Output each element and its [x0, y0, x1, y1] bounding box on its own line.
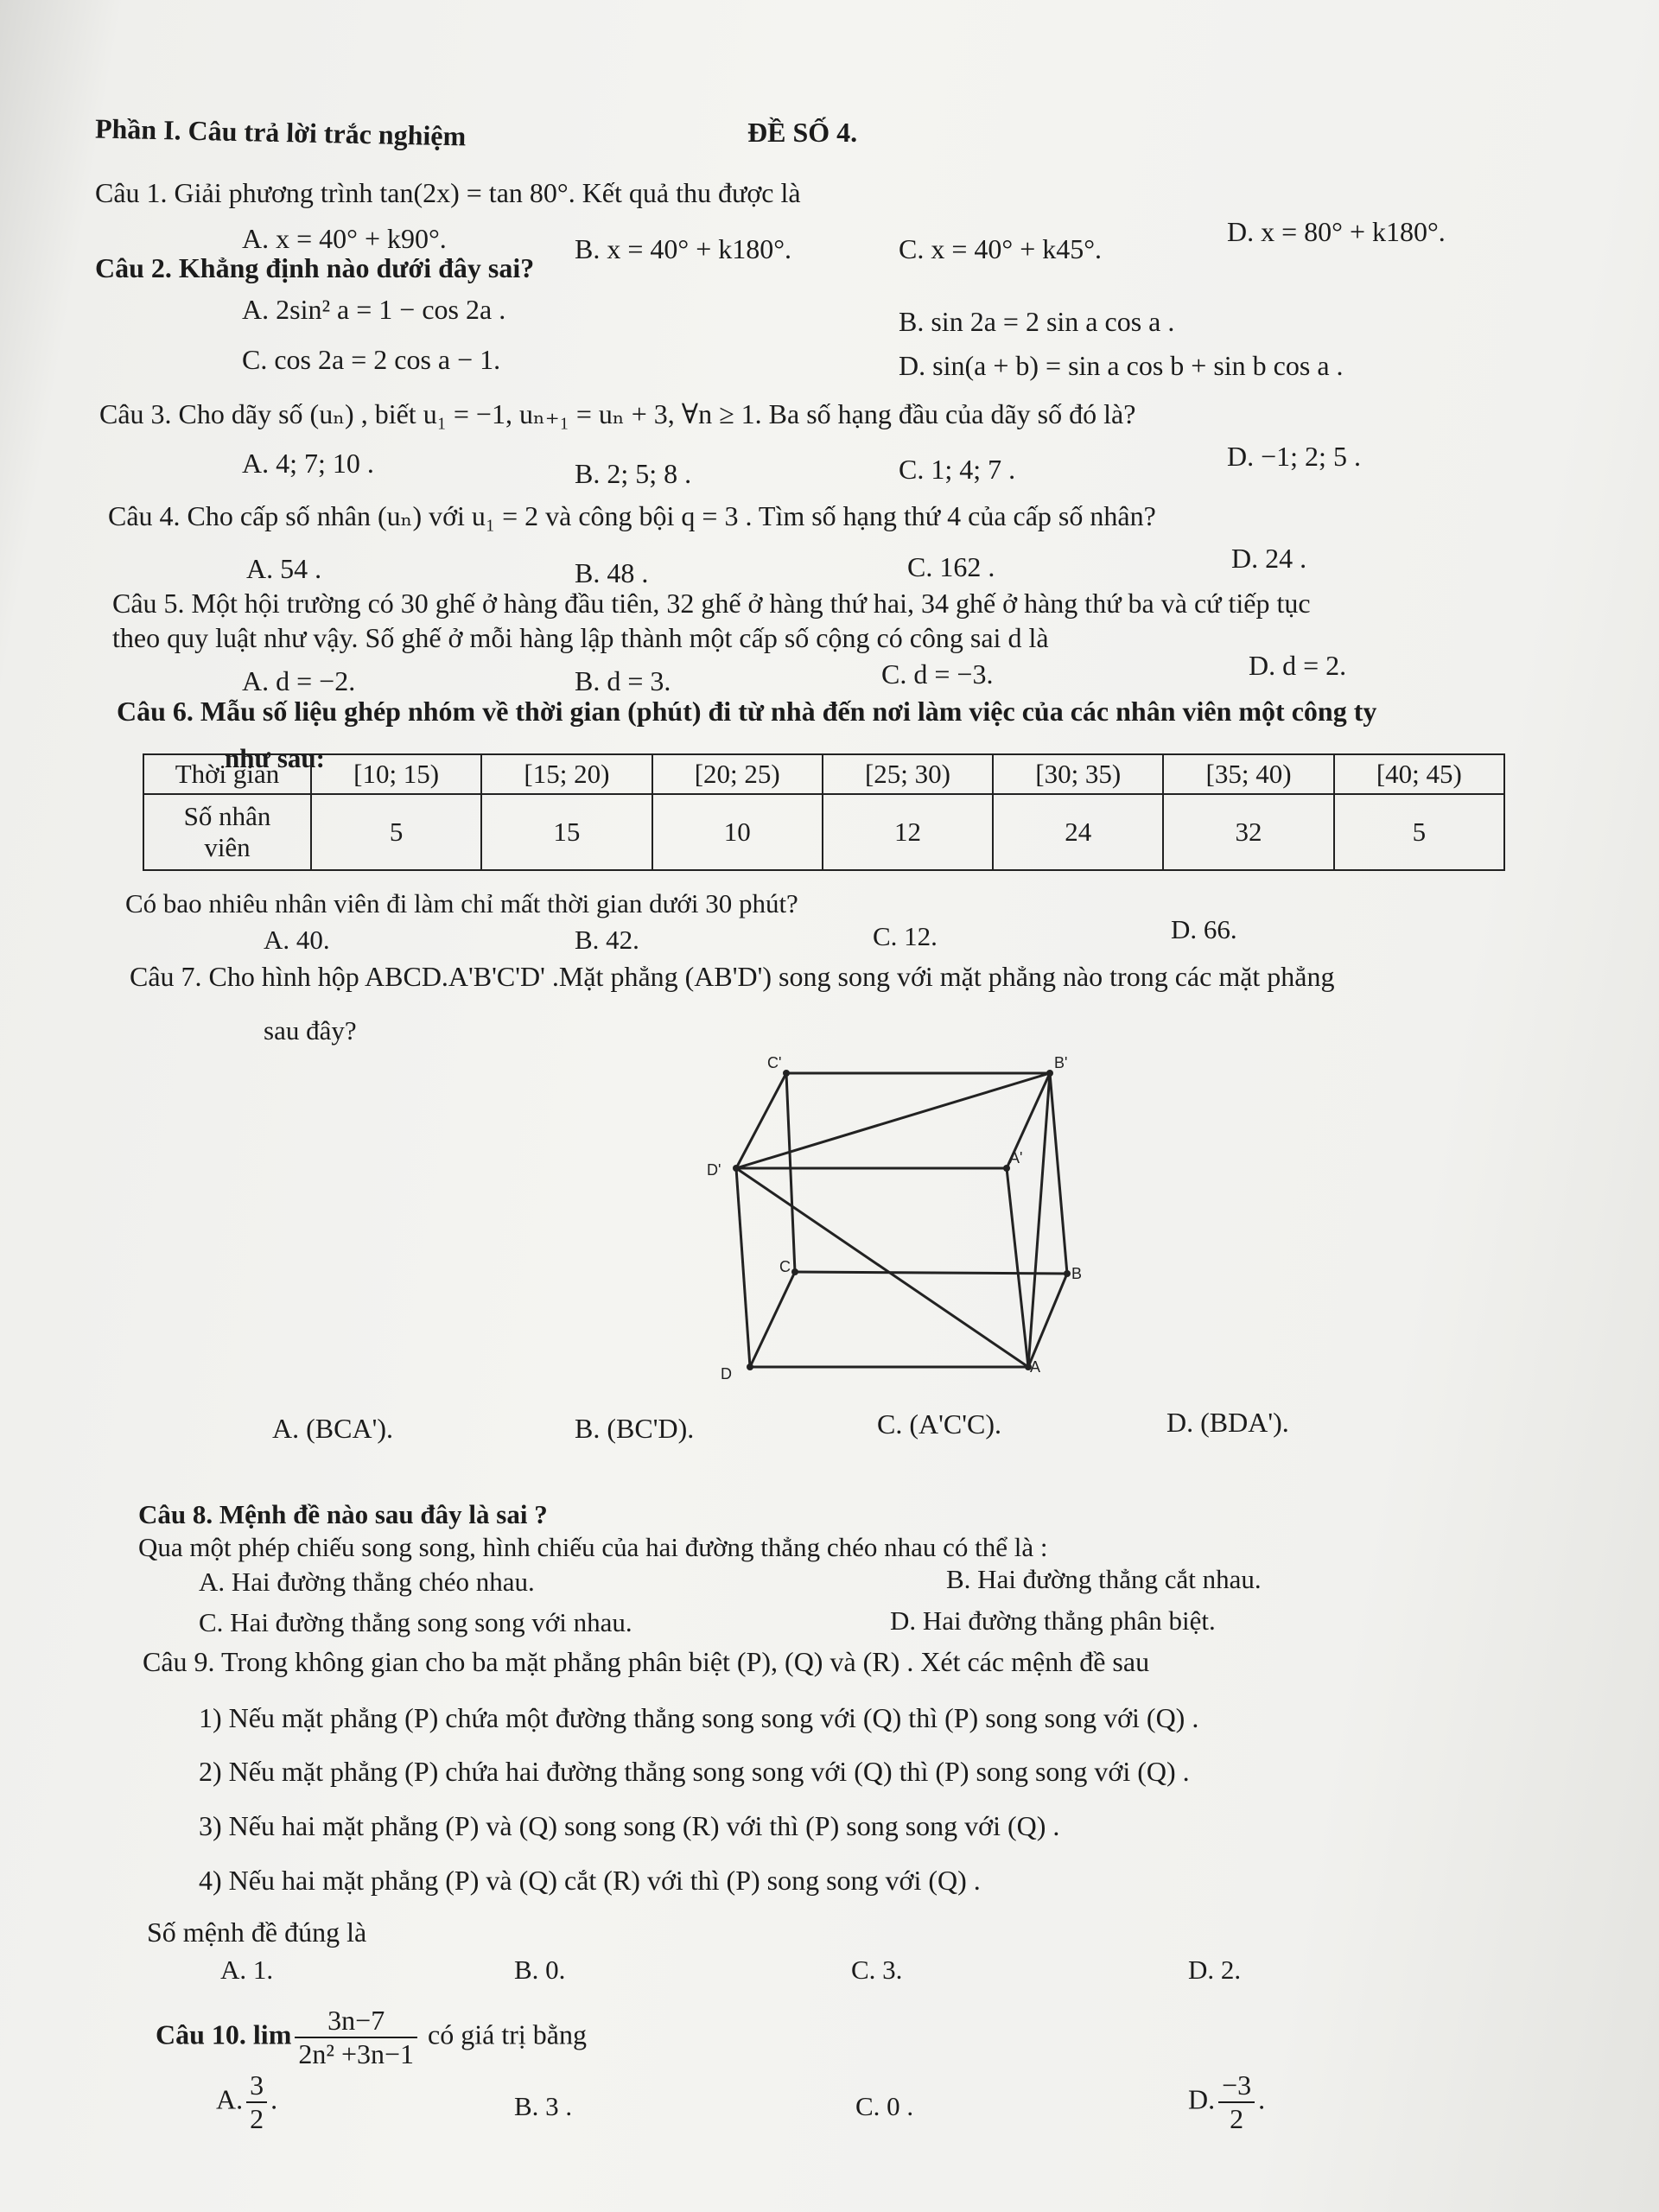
q3-option-b: B. 2; 5; 8 . — [575, 458, 692, 489]
exam-title: ĐỀ SỐ 4. — [747, 117, 858, 148]
q3-option-d: D. −1; 2; 5 . — [1227, 441, 1361, 472]
q9-text: Câu 9. Trong không gian cho ba mặt phẳng phân biệt (P), (Q) và (R) . Xét các mệnh đề sau — [143, 1646, 1150, 1677]
table-cell: 24 — [993, 794, 1163, 870]
label-b: B — [1071, 1265, 1083, 1282]
q2-option-b: B. sin 2a = 2 sin a cos a . — [899, 306, 1175, 337]
q9-statement-3: 3) Nếu hai mặt phẳng (P) và (Q) song song (R) với thì (P) song song với (Q) . — [199, 1810, 1060, 1841]
q3-option-a: A. 4; 7; 10 . — [242, 448, 374, 479]
q10-option-b: B. 3 . — [514, 2091, 573, 2121]
q7-text-line2: sau đây? — [264, 1015, 357, 1046]
q4-option-d: D. 24 . — [1231, 543, 1307, 574]
table-cell: 12 — [823, 794, 993, 870]
part-title: Phần I. Câu trả lời trắc nghiệm — [94, 112, 467, 152]
q10-option-c: C. 0 . — [855, 2091, 914, 2121]
q1-option-b: B. x = 40° + k180°. — [575, 233, 792, 264]
table-cell: [20; 25) — [652, 754, 823, 794]
q9-option-c: C. 3. — [851, 1955, 903, 1985]
q9-option-a: A. 1. — [220, 1955, 274, 1985]
q10-option-a: A. $\frac{3}{2}$ . — [216, 2069, 278, 2134]
parallelepiped-figure — [691, 1046, 1106, 1391]
q7-option-a: A. (BCA'). — [272, 1413, 393, 1444]
q5-option-c: C. d = −3. — [881, 658, 994, 690]
q7-option-b: B. (BC'D). — [575, 1413, 695, 1444]
q9-statement-4: 4) Nếu hai mặt phẳng (P) và (Q) cắt (R) với thì (P) song song với (Q) . — [199, 1865, 981, 1896]
q3-text: Câu 3. Cho dãy số (uₙ) , biết u₁ = −1, uₙ₊₁ = uₙ + 3, ∀n ≥ 1. Ba số hạng đầu của dãy số đó là? — [99, 398, 1136, 429]
table-cell: [10; 15) — [311, 754, 481, 794]
table-cell: 32 — [1163, 794, 1333, 870]
table-row-intervals — [143, 754, 1504, 794]
q8-option-a: A. Hai đường thẳng chéo nhau. — [199, 1567, 535, 1597]
q9-statement-1: 1) Nếu mặt phẳng (P) chứa một đường thẳng song song với (Q) thì (P) song song với (Q) . — [199, 1702, 1199, 1733]
q6-option-a: A. 40. — [264, 925, 330, 955]
table-cell: [15; 20) — [481, 754, 652, 794]
table-cell: [35; 40) — [1163, 754, 1333, 794]
q6-data-table — [143, 753, 1505, 871]
q5-text-line2: theo quy luật như vậy. Số ghế ở mỗi hàng lập thành một cấp số cộng có công sai d là — [112, 622, 1049, 653]
table-row-counts — [143, 794, 1504, 870]
q6-option-b: B. 42. — [575, 925, 639, 955]
table-cell: [25; 30) — [823, 754, 993, 794]
q10-option-d: D. $\frac{-3}{2}$ . — [1188, 2069, 1266, 2134]
q4-text: Câu 4. Cho cấp số nhân (uₙ) với u₁ = 2 và công bội q = 3 . Tìm số hạng thứ 4 của cấp số nhân? — [108, 500, 1156, 531]
q5-option-a: A. d = −2. — [242, 665, 356, 696]
q2-option-c: C. cos 2a = 2 cos a − 1. — [242, 344, 501, 375]
q8-option-c: C. Hai đường thẳng song song với nhau. — [199, 1607, 632, 1637]
q9-option-b: B. 0. — [514, 1955, 566, 1985]
q6-text-line1: Câu 6. Mẫu số liệu ghép nhóm về thời gian (phút) đi từ nhà đến nơi làm việc của các nhân viên một công ty — [117, 696, 1377, 727]
label-c: C — [779, 1258, 791, 1275]
q4-option-b: B. 48 . — [575, 557, 649, 588]
q9-option-d: D. 2. — [1188, 1955, 1242, 1985]
table-header-employees: Số nhân viên — [143, 794, 311, 870]
q6-option-c: C. 12. — [873, 921, 938, 951]
q1-option-a: A. x = 40° + k90°. — [242, 223, 447, 254]
q4-option-a: A. 54 . — [246, 553, 322, 584]
q8-text: Câu 8. Mệnh đề nào sau đây là sai ? — [138, 1499, 548, 1529]
q9-statement-2: 2) Nếu mặt phẳng (P) chứa hai đường thẳng song song với (Q) thì (P) song song với (Q) . — [199, 1756, 1190, 1787]
q2-text: Câu 2. Khẳng định nào dưới đây sai? — [95, 252, 535, 283]
label-a1: A' — [1009, 1149, 1023, 1166]
q1-option-d: D. x = 80° + k180°. — [1227, 216, 1446, 247]
q6-text-line2: như sau: — [225, 743, 325, 773]
table-header-time: Thời gian — [143, 754, 311, 794]
q5-text-line1: Câu 5. Một hội trường có 30 ghế ở hàng đầu tiên, 32 ghế ở hàng thứ hai, 34 ghế ở hàng thứ ba và cứ tiếp tục — [112, 588, 1311, 619]
q3-option-c: C. 1; 4; 7 . — [899, 454, 1016, 485]
q10-expression: Câu 10. lim $\frac{3n-7}{\text{2n² +3n−1}}$ có giá trị bằng — [156, 2005, 587, 2069]
q9-count-prompt: Số mệnh đề đúng là — [147, 1916, 367, 1948]
table-cell: [30; 35) — [993, 754, 1163, 794]
label-a: A — [1030, 1358, 1041, 1376]
q2-option-d: D. sin(a + b) = sin a cos b + sin b cos a . — [899, 350, 1344, 381]
q8-option-b: B. Hai đường thẳng cắt nhau. — [946, 1564, 1262, 1594]
q1-option-c: C. x = 40° + k45°. — [899, 233, 1103, 264]
q1-text: Câu 1. Giải phương trình tan(2x) = tan 80°. Kết quả thu được là — [95, 177, 801, 208]
q8-option-d: D. Hai đường thẳng phân biệt. — [890, 1605, 1216, 1636]
table-cell: 5 — [311, 794, 481, 870]
q6-option-d: D. 66. — [1171, 914, 1237, 944]
table-cell: 5 — [1334, 794, 1504, 870]
q6-question: Có bao nhiêu nhân viên đi làm chỉ mất thời gian dưới 30 phút? — [125, 888, 798, 918]
q4-option-c: C. 162 . — [907, 551, 995, 582]
q8-text-line2: Qua một phép chiếu song song, hình chiếu của hai đường thẳng chéo nhau có thể là : — [138, 1532, 1048, 1562]
q7-text-line1: Câu 7. Cho hình hộp ABCD.A'B'C'D' .Mặt phẳng (AB'D') song song với mặt phẳng nào trong các mặt phẳng — [130, 961, 1335, 992]
q2-option-a: A. 2sin² a = 1 − cos 2a . — [242, 294, 506, 325]
q10-fraction: $\frac{3n-7}{\text{2n² +3n−1}}$ — [295, 2005, 417, 2070]
table-cell: 15 — [481, 794, 652, 870]
q7-option-c: C. (A'C'C). — [877, 1408, 1001, 1440]
table-cell: [40; 45) — [1334, 754, 1504, 794]
q5-option-d: D. d = 2. — [1249, 650, 1347, 681]
table-cell: 10 — [652, 794, 823, 870]
label-d: D — [721, 1365, 732, 1382]
label-c1: C' — [767, 1054, 782, 1071]
q5-option-b: B. d = 3. — [575, 665, 671, 696]
label-b1: B' — [1054, 1054, 1068, 1071]
label-d1: D' — [707, 1161, 721, 1179]
q7-option-d: D. (BDA'). — [1166, 1407, 1289, 1438]
